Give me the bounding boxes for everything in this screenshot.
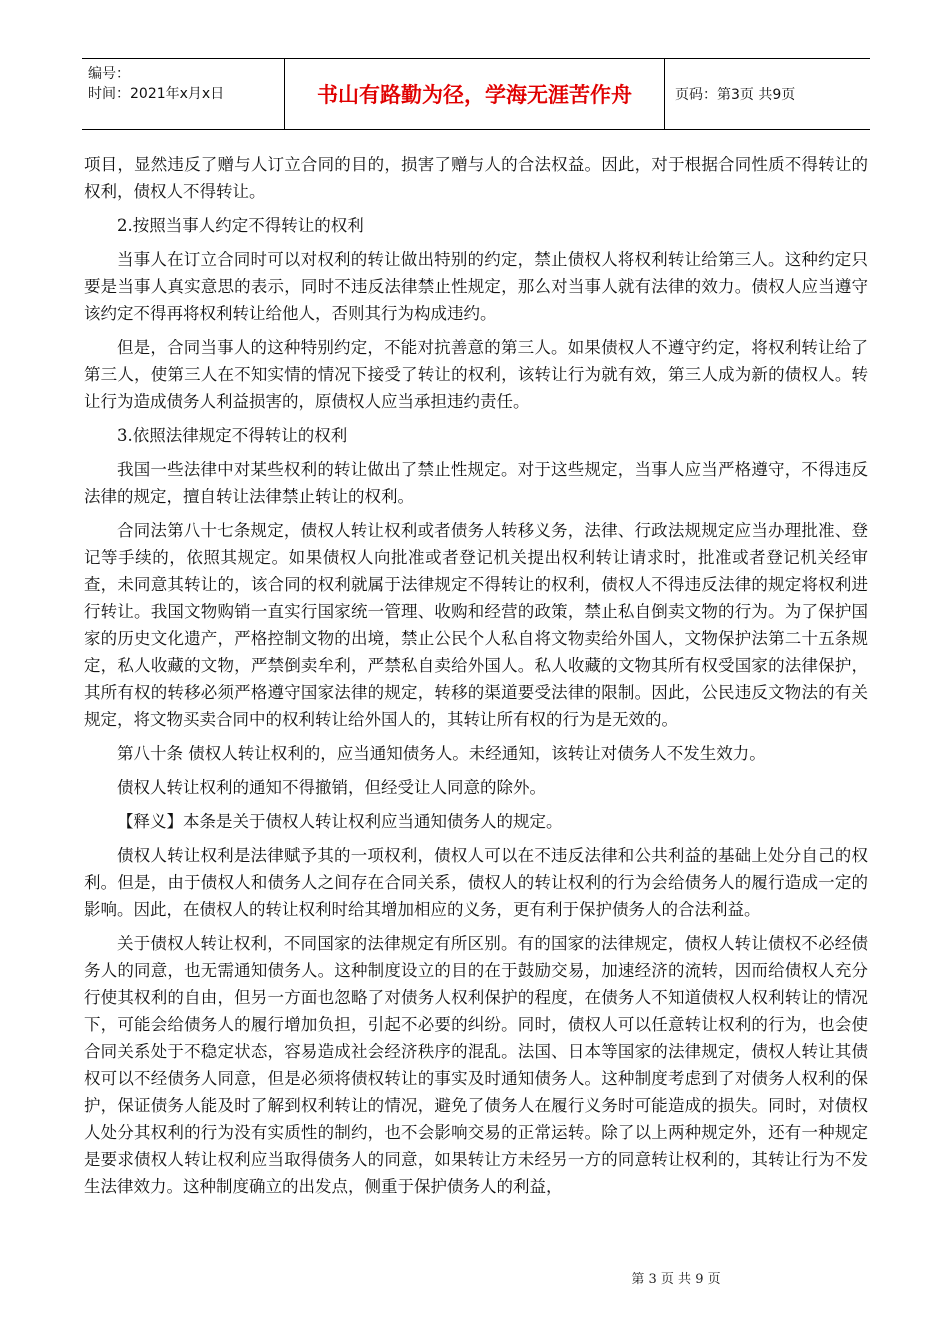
header-meta (82, 59, 285, 129)
body-paragraph: 关于债权人转让权利，不同国家的法律规定有所区别。有的国家的法律规定，债权人转让债权不必经债务人的同意，也无需通知债务人。这种制度设立的目的在于鼓励交易，加速经济的流转，因而给债权人充分行使其权利的自由，但另一方面也忽略了对债务人权利保护的程度，在债务人不知道债权人权利转让的情况下，可能会给债务人的履行增加负担，引起不必要的纠纷。同时，债权人可以任意转让权利的行为，也会使合同关系处于不稳定状态，容易造成社会经济秩序的混乱。法国、日本等国家的法律规定，债权人转让其债权可以不经债务人同意，但是必须将债权转让的事实及时通知债务人。这种制度考虑到了对债务人权利的保护，保证债务人能及时了解到权利转让的情况，避免了债务人在履行义务时可能造成的损失。同时，对债权人处分其权利的行为没有实质性的制约，也不会影响交易的正常运转。除了以上两种规定外，还有一种规定是要求债权人转让权利应当取得债务人的同意，如果转让方未经另一方的同意转让权利的，其转让行为不发生法律效力。这种制度确立的出发点，侧重于保护债务人的利益， (84, 934, 868, 1196)
section-heading: 2.按照当事人约定不得转让的权利 (117, 216, 364, 235)
header-motto: 书山有路勤为径，学海无涯苦作舟 (285, 59, 665, 129)
page-footer (0, 1268, 950, 1287)
article-text: 第八十条 债权人转让权利的，应当通知债务人。未经通知，该转让对债务人不发生效力。 (117, 744, 766, 763)
document-body (84, 151, 868, 1207)
body-paragraph: 当事人在订立合同时可以对权利的转让做出特别的约定，禁止债权人将权利转让给第三人。这种约定只要是当事人真实意思的表示，同时不违反法律禁止性规定，那么对当事人就有法律的效力。债权人应当遵守该约定不得再将权利转让给他人，否则其行为构成违约。 (84, 250, 868, 323)
interpretation-heading: 【释义】本条是关于债权人转让权利应当通知债务人的规定。 (117, 812, 563, 831)
document-header (82, 58, 870, 130)
article-text: 债权人转让权利的通知不得撤销，但经受让人同意的除外。 (117, 778, 546, 797)
section-heading: 3.依照法律规定不得转让的权利 (117, 426, 348, 445)
body-paragraph: 项目，显然违反了赠与人订立合同的目的，损害了赠与人的合法权益。因此，对于根据合同性质不得转让的权利，债权人不得转让。 (84, 155, 868, 201)
footer-page-number: 第 3 页 共 9 页 (631, 1272, 721, 1287)
document-number-label: 编号： (88, 66, 130, 82)
body-paragraph: 债权人转让权利是法律赋予其的一项权利，债权人可以在不违反法律和公共利益的基础上处分自己的权利。但是，由于债权人和债务人之间存在合同关系，债权人的转让权利的行为会给债务人的履行造成一定的影响。因此，在债权人的转让权利时给其增加相应的义务，更有利于保护债务人的合法利益。 (84, 846, 868, 919)
document-date-label: 时间：2021年x月x日 (88, 86, 225, 102)
body-paragraph: 我国一些法律中对某些权利的转让做出了禁止性规定。对于这些规定，当事人应当严格遵守，不得违反法律的规定，擅自转让法律禁止转让的权利。 (84, 460, 868, 506)
body-paragraph: 合同法第八十七条规定，债权人转让权利或者债务人转移义务，法律、行政法规规定应当办理批准、登记等手续的，依照其规定。如果债权人向批准或者登记机关提出权利转让请求时，批准或者登记机关经审查，未同意其转让的，该合同的权利就属于法律规定不得转让的权利，债权人不得违反法律的规定将权利进行转让。我国文物购销一直实行国家统一管理、收购和经营的政策，禁止私自倒卖文物的行为。为了保护国家的历史文化遗产，严格控制文物的出境，禁止公民个人私自将文物卖给外国人，文物保护法第二十五条规定，私人收藏的文物，严禁倒卖牟利，严禁私自卖给外国人。私人收藏的文物其所有权受国家的法律保护，其所有权的转移必须严格遵守国家法律的规定，转移的渠道要受法律的限制。因此，公民违反文物法的有关规定，将文物买卖合同中的权利转让给外国人的，其转让所有权的行为是无效的。 (84, 521, 868, 729)
body-paragraph: 但是，合同当事人的这种特别约定，不能对抗善意的第三人。如果债权人不遵守约定，将权利转让给了第三人，使第三人在不知实情的情况下接受了转让的权利，该转让行为就有效，第三人成为新的债权人。转让行为造成债务人利益损害的，原债权人应当承担违约责任。 (84, 338, 868, 411)
header-page-label: 页码：第3页 共9页 (675, 87, 796, 103)
